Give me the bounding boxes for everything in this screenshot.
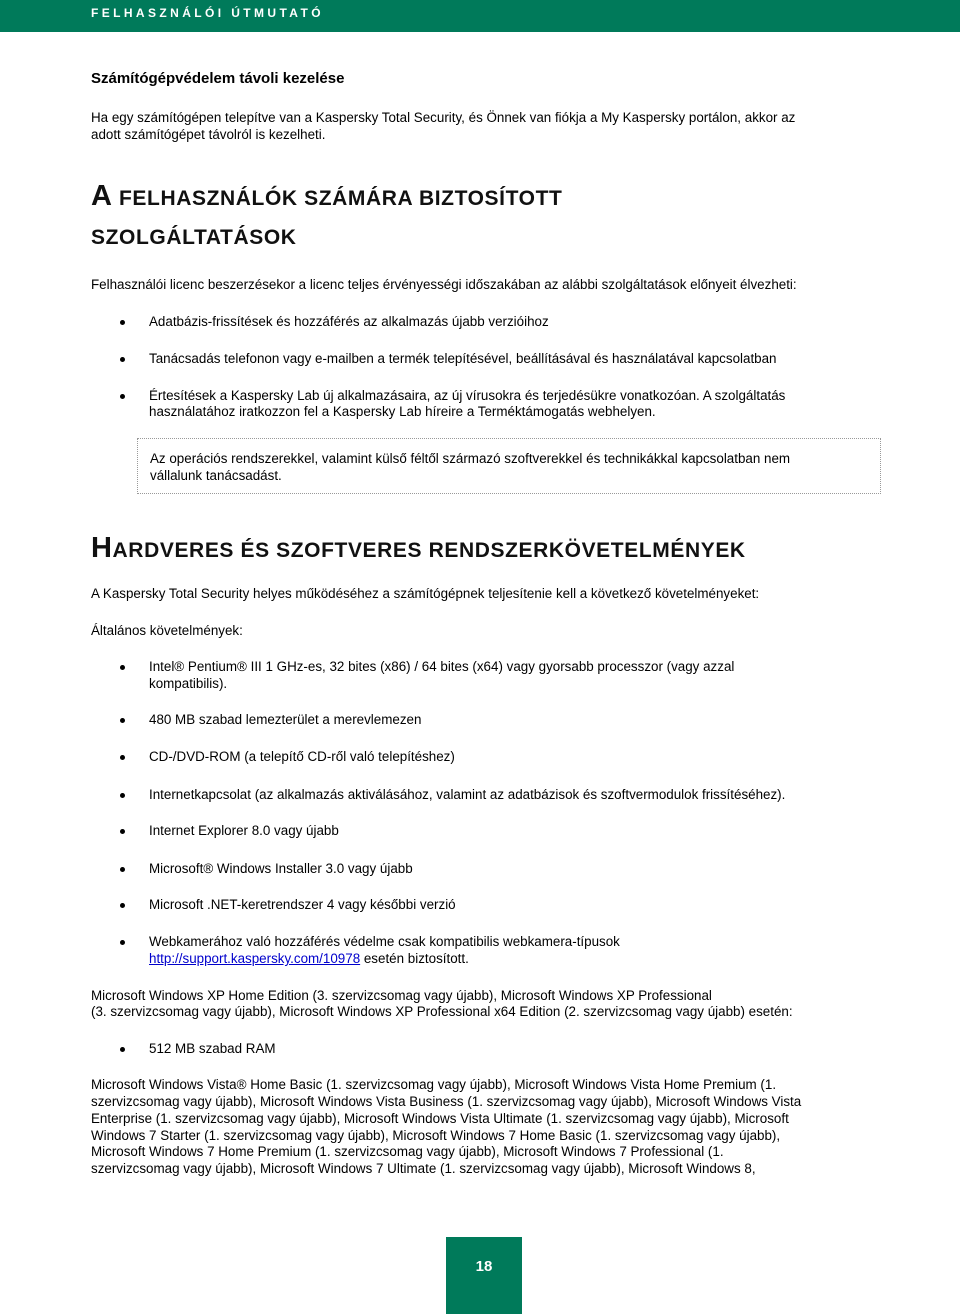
bullet-icon	[120, 755, 125, 760]
note-text: Az operációs rendszerekkel, valamint külső féltől származó szoftverekkel és technikákkal kapcsolatban nem vállalunk tanácsadást.	[150, 451, 791, 483]
bullet-icon	[120, 665, 125, 670]
requirements-title-initial: H	[91, 532, 113, 564]
vista-line: szervizcsomag vagy újabb), Microsoft Windows Vista Business (1. szervizcsomag vagy újabb), Microsoft Windows Vista	[91, 1094, 802, 1109]
header-title: FELHASZNÁLÓI ÚTMUTATÓ	[91, 6, 324, 20]
section-heading-remote: Számítógépvédelem távoli kezelése	[91, 70, 345, 87]
vista-line: szervizcsomag vagy újabb), Microsoft Windows 7 Ultimate (1. szervizcsomag vagy újabb), Microsoft Windows 8,	[91, 1161, 756, 1176]
general-label: Általános követelmények:	[91, 623, 243, 638]
bullet-icon	[120, 320, 125, 325]
requirements-title	[91, 526, 746, 573]
bullet-icon	[120, 1047, 125, 1052]
bullet-icon	[120, 829, 125, 834]
requirements-intro: A Kaspersky Total Security helyes működéséhez a számítógépnek teljesítenie kell a következő követelményeket:	[91, 586, 760, 601]
page-number-box	[446, 1237, 522, 1314]
requirements-title-rest: ARDVERES ÉS SZOFTVERES RENDSZERKÖVETELMÉNYEK	[112, 539, 746, 562]
page-number: 18	[475, 1258, 493, 1275]
bullet-icon	[120, 867, 125, 872]
services-title-line1	[91, 174, 562, 221]
services-title-line2: SZOLGÁLTATÁSOK	[91, 226, 297, 249]
remote-text-line1: Ha egy számítógépen telepítve van a Kaspersky Total Security, és Önnek van fiókja a My Kaspersky portálon, akkor az	[91, 110, 796, 125]
services-intro: Felhasználói licenc beszerzésekor a licenc teljes érvényességi időszakában az alábbi szolgáltatások előnyeit élvezheti:	[91, 277, 797, 292]
bullet-icon	[120, 357, 125, 362]
vista-line: Microsoft Windows 7 Home Premium (1. szervizcsomag vagy újabb), Microsoft Windows 7 Professional (1.	[91, 1144, 724, 1159]
xp-line1: Microsoft Windows XP Home Edition (3. szervizcsomag vagy újabb), Microsoft Windows XP Professional	[91, 988, 712, 1003]
bullet-icon	[120, 940, 125, 945]
vista-line: Enterprise (1. szervizcsomag vagy újabb), Microsoft Windows Vista Ultimate (1. szervizcsomag vagy újabb), Microsoft	[91, 1111, 789, 1126]
list-item-continuation: használatához iratkozzon fel a Kaspersky Lab híreire a Terméktámogatás webhelyen.	[149, 404, 656, 419]
bullet-icon	[120, 793, 125, 798]
note-box	[137, 438, 881, 494]
services-title-rest: FELHASZNÁLÓK SZÁMÁRA BIZTOSÍTOTT	[112, 187, 563, 210]
support-link[interactable]: http://support.kaspersky.com/10978	[149, 951, 361, 966]
bullet-icon	[120, 903, 125, 908]
vista-line: Microsoft Windows Vista® Home Basic (1. szervizcsomag vagy újabb), Microsoft Windows Vista Home Premium (1.	[91, 1077, 777, 1092]
bullet-icon	[120, 718, 125, 723]
header-bar	[0, 0, 960, 32]
bullet-icon	[120, 394, 125, 399]
remote-text-line2: adott számítógépet távolról is kezelheti.	[91, 127, 326, 142]
xp-line2: (3. szervizcsomag vagy újabb), Microsoft Windows XP Professional x64 Edition (2. szervizcsomag vagy újabb) esetén:	[91, 1004, 793, 1019]
services-title-initial: A	[91, 180, 113, 212]
vista-line: Windows 7 Starter (1. szervizcsomag vagy újabb), Microsoft Windows 7 Home Basic (1. szervizcsomag vagy újabb),	[91, 1128, 781, 1143]
